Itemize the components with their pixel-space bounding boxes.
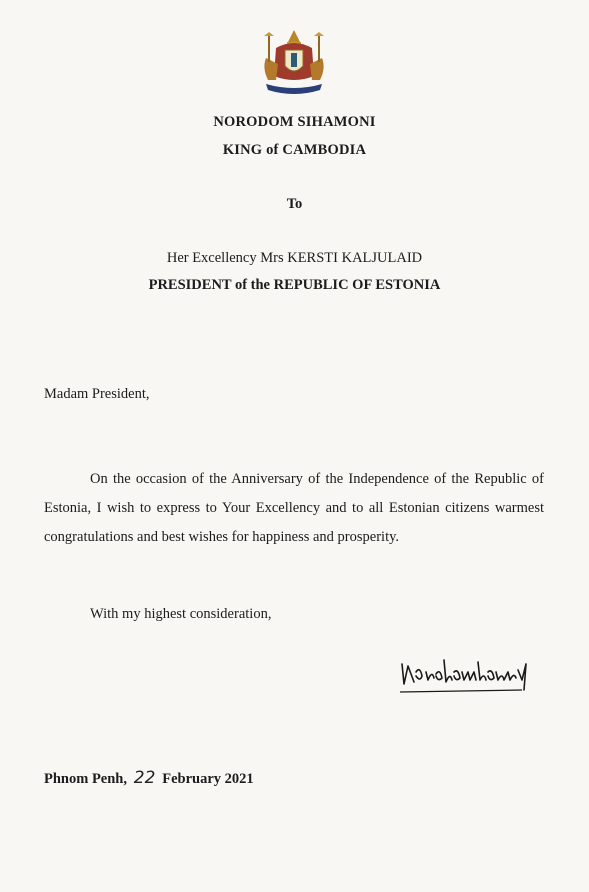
sender-title: KING of CAMBODIA [222,142,367,158]
closing-line: With my highest consideration, [90,606,272,622]
to-label: To [286,196,303,212]
recipient-title: PRESIDENT of the REPUBLIC OF ESTONIA [148,277,441,293]
signature-image [398,650,534,696]
sender-name: NORODOM SIHAMONI [213,114,376,130]
place-label: Phnom Penh, [44,771,127,787]
month-year: February 2021 [162,771,254,787]
recipient-name: Her Excellency Mrs KERSTI KALJULAID [166,250,423,266]
salutation: Madam President, [44,386,150,402]
date-line [44,768,254,788]
handwritten-day: 22 [133,768,156,788]
letter-body: On the occasion of the Anniversary of the Independence of the Republic of Estonia, I wish to express to Your Excellency and to all Estonian citizens warmest congratulations and best wishes for happiness and prosperity. [44,471,544,545]
royal-arms-emblem-icon [258,28,330,98]
